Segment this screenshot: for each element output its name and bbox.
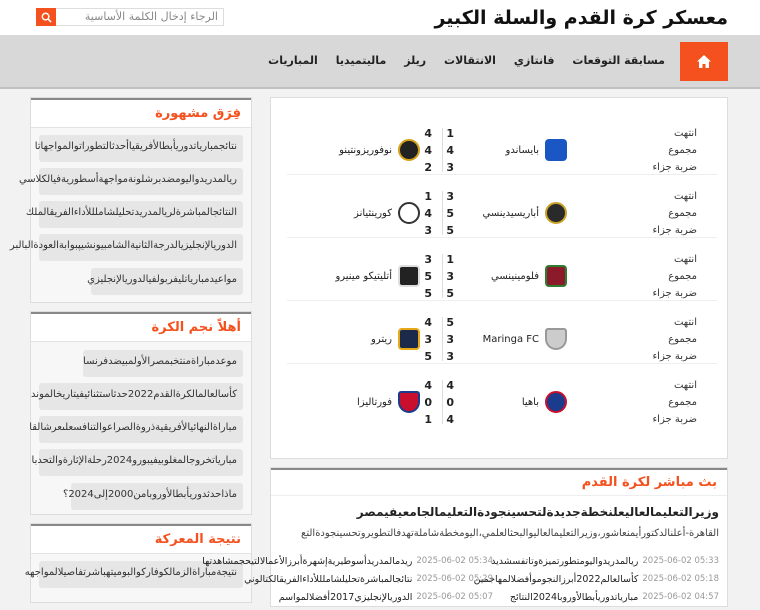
match-status: انتهت <box>673 254 697 265</box>
score: 5 <box>446 316 454 329</box>
tag-chip[interactable]: نتائجمبارياتدوريأبطالأفريقياأحدثالتطوراتوالمواجهاتا <box>39 135 243 162</box>
tag-chip[interactable]: مباراةالنهائيالأفريقيةذروةالصراعوالتنافسعلىعرشالقا <box>39 416 243 443</box>
penalty-label: ضربة جزاء <box>652 351 697 362</box>
penalty-label: ضربة جزاء <box>652 414 697 425</box>
news-item[interactable] <box>244 574 493 592</box>
penalty-label: ضربة جزاء <box>652 288 697 299</box>
home-team-name: Maringa FC <box>482 333 539 345</box>
penalty-label: ضربة جزاء <box>652 225 697 236</box>
away-team-name: ريترو <box>371 333 392 345</box>
tag-chip[interactable]: ماذاحدثدوريأبطالأوروبامن2000إلى2024؟ <box>71 483 243 510</box>
away-team-name: نوفوريزونتينو <box>339 144 392 156</box>
site-title[interactable]: معسكر كرة القدم والسلة الكبير <box>434 7 728 29</box>
match-row[interactable] <box>287 188 717 238</box>
search-bar <box>36 8 224 26</box>
match-row[interactable] <box>287 377 717 427</box>
tag-chip[interactable]: موعدمباراةمنتخبمصرالأولمبيضدفرنسا <box>83 350 243 377</box>
team-crest-icon <box>545 328 567 350</box>
news-summary: القاهرة-أعلنالدكتورأيمنعاشور،وزيرالتعليمالعاليوالبحثالعلمي،اليومخطةشاملةتهدفالتطويروتحسينجودةالتع <box>301 528 719 539</box>
news-text: مبارياتدوريأبطالأوروبا2024النتائج <box>509 592 639 603</box>
total-label: مجموع <box>668 271 697 282</box>
tag-chip[interactable]: النتائجالمباشرةلريالمدريدتحليلشاملللأداءالفريقالملك <box>39 201 243 228</box>
penalty-label: ضربة جزاء <box>652 162 697 173</box>
news-time: 2025-06-02 04:57 <box>642 592 719 602</box>
search-button[interactable] <box>36 8 56 26</box>
score: 1 <box>424 413 432 426</box>
top-header <box>0 0 760 35</box>
score: 5 <box>446 224 454 237</box>
total-label: مجموع <box>668 397 697 408</box>
home-team[interactable] <box>522 391 567 413</box>
news-text: ريالمدريدواليومتطورتميزةوتاتفسشديد <box>491 556 639 567</box>
score: 1 <box>446 253 454 266</box>
news-headline[interactable]: وزيرالتعليمالعاليعلنخطةجديدةلتحسينجودةالتعليمالجامعيفيمصر <box>356 505 719 519</box>
news-item[interactable] <box>279 592 493 610</box>
news-time: 2025-06-02 05:33 <box>642 556 719 566</box>
score: 4 <box>424 207 432 220</box>
news-item[interactable] <box>491 556 719 574</box>
home-team[interactable] <box>506 139 567 161</box>
score-divider <box>442 254 443 298</box>
total-label: مجموع <box>668 145 697 156</box>
home-scores <box>446 314 454 365</box>
news-item[interactable] <box>473 574 719 592</box>
away-team[interactable] <box>371 328 420 350</box>
away-team-name: كورينثيانز <box>354 207 392 219</box>
news-text: الدوريالإنجليزي2017أفضلالمواسم <box>278 592 413 603</box>
score: 0 <box>424 396 432 409</box>
match-scores-panel <box>270 97 728 459</box>
match-row[interactable] <box>287 125 717 175</box>
away-scores <box>424 251 432 302</box>
score: 5 <box>424 270 432 283</box>
famous-teams-title: فِرَق مشهورة <box>31 98 251 128</box>
score: 3 <box>424 253 432 266</box>
home-team-name: بايساندو <box>505 144 539 156</box>
famous-teams-box <box>9 97 252 303</box>
tag-chip[interactable]: ريالمدريدواليومضدبرشلونةمواجهةأسطوريةفيالكلاسي <box>39 168 243 195</box>
match-status: انتهت <box>673 191 697 202</box>
team-crest-icon <box>545 139 567 161</box>
team-crest-icon <box>398 391 420 413</box>
match-row[interactable] <box>287 251 717 301</box>
score-divider <box>442 317 443 361</box>
news-item[interactable] <box>505 592 719 610</box>
search-icon <box>41 12 52 23</box>
home-team[interactable] <box>491 265 567 287</box>
news-time: 2025-06-02 05:07 <box>416 592 493 602</box>
away-scores <box>424 188 432 239</box>
score: 3 <box>446 161 454 174</box>
match-status: انتهت <box>673 380 697 391</box>
news-text: ريدمالمدريدأسوطيريةإشهرةأبرزالأعمالالتيحجمشاهدتها <box>202 556 413 567</box>
score: 5 <box>446 207 454 220</box>
score: 4 <box>446 379 454 392</box>
total-label: مجموع <box>668 208 697 219</box>
score: 2 <box>424 161 432 174</box>
score: 3 <box>424 333 432 346</box>
match-status: انتهت <box>673 317 697 328</box>
score: 5 <box>446 287 454 300</box>
search-input[interactable]: الرجاء إدخال الكلمة الأساسية <box>56 8 224 26</box>
tag-chip[interactable]: مواعيدمبارياتليفربولفيالدوريالإنجليزي <box>91 268 243 295</box>
score: 0 <box>446 396 454 409</box>
star-box <box>30 311 252 515</box>
match-row[interactable] <box>287 314 717 364</box>
news-time: 2025-06-02 05:34 <box>416 556 493 566</box>
score: 3 <box>446 350 454 363</box>
nav-fantasy[interactable]: فانتازي <box>513 54 555 67</box>
tag-chip[interactable]: نتيجةمباراةالزمالكوفاركوالبوميتهباشرتفاصيلالمواجهه <box>39 561 243 588</box>
score: 4 <box>446 413 454 426</box>
score: 4 <box>424 379 432 392</box>
score: 4 <box>424 316 432 329</box>
live-news-panel <box>202 467 728 607</box>
news-time: 2025-06-02 05:29 <box>416 574 493 584</box>
home-team[interactable] <box>483 202 567 224</box>
news-time: 2025-06-02 05:18 <box>642 574 719 584</box>
home-team[interactable] <box>483 328 567 350</box>
main-nav <box>0 35 760 89</box>
score: 3 <box>446 270 454 283</box>
away-scores <box>424 377 432 428</box>
score-divider <box>442 380 443 424</box>
team-crest-icon <box>398 139 420 161</box>
home-icon <box>696 54 712 69</box>
team-crest-icon <box>398 328 420 350</box>
home-scores <box>446 377 454 428</box>
news-text: نتائجالمباشرةتحليلشاملللأداءالفريقالكتالوني <box>244 574 413 585</box>
home-button[interactable] <box>680 42 728 81</box>
home-scores <box>446 188 454 239</box>
home-team-name: فلومينينسي <box>491 270 539 282</box>
team-crest-icon <box>545 265 567 287</box>
star-title: أهلاً نجم الكرة <box>31 312 251 342</box>
score: 4 <box>446 144 454 157</box>
team-crest-icon <box>398 265 420 287</box>
away-team-name: أتليتيكو مينيرو <box>335 270 392 282</box>
away-scores <box>424 314 432 365</box>
away-team[interactable] <box>357 391 420 413</box>
score: 3 <box>446 333 454 346</box>
team-crest-icon <box>398 202 420 224</box>
result-title: نتيجة المعركة <box>31 524 251 554</box>
away-team[interactable] <box>339 139 420 161</box>
total-label: مجموع <box>668 334 697 345</box>
nav-multimedia[interactable]: ماليتميديا <box>335 54 387 67</box>
away-scores <box>424 125 432 176</box>
nav-reels[interactable]: ريلز <box>404 54 427 67</box>
score: 1 <box>424 190 432 203</box>
score: 4 <box>424 144 432 157</box>
news-text: كأسالعالم2022أبرزالنجوموأفضلالمهاجمين <box>473 574 639 585</box>
away-team-name: فورتاليزا <box>357 396 392 408</box>
score: 5 <box>424 350 432 363</box>
score-divider <box>442 128 443 172</box>
away-team[interactable] <box>354 202 420 224</box>
home-scores <box>446 125 454 176</box>
home-team-name: باهيا <box>521 396 539 408</box>
score-divider <box>442 191 443 235</box>
nav-matches[interactable]: المباريات <box>268 54 318 67</box>
nav-transfers[interactable]: الانتقالات <box>444 54 496 67</box>
score: 1 <box>446 127 454 140</box>
away-team[interactable] <box>335 265 420 287</box>
home-team-name: أباريسيدينسي <box>482 207 539 219</box>
match-status: انتهت <box>673 128 697 139</box>
score: 3 <box>446 190 454 203</box>
news-title: بث مباشر لكرة القدم <box>271 468 727 496</box>
tag-chip[interactable]: الدوريالإنجليزيالدرجةالثانيةالشامبيونشيپبوابةالعودةالبالبر <box>39 234 243 261</box>
home-scores <box>446 251 454 302</box>
news-item[interactable] <box>202 556 493 574</box>
tag-chip[interactable]: كأسالعالمالكرةالقدم2022حدثاستثنائيفيتاريخالموند <box>39 383 243 410</box>
team-crest-icon <box>545 202 567 224</box>
team-crest-icon <box>545 391 567 413</box>
tag-chip[interactable]: مبارياتخروجالمغلوبيفيبورو2024رحلةالإثارةوالتحدبا <box>39 449 243 476</box>
news-list <box>202 556 719 610</box>
nav-predictions[interactable]: مسابقة التوقعات <box>572 54 665 67</box>
score: 4 <box>424 127 432 140</box>
score: 3 <box>424 224 432 237</box>
score: 5 <box>424 287 432 300</box>
